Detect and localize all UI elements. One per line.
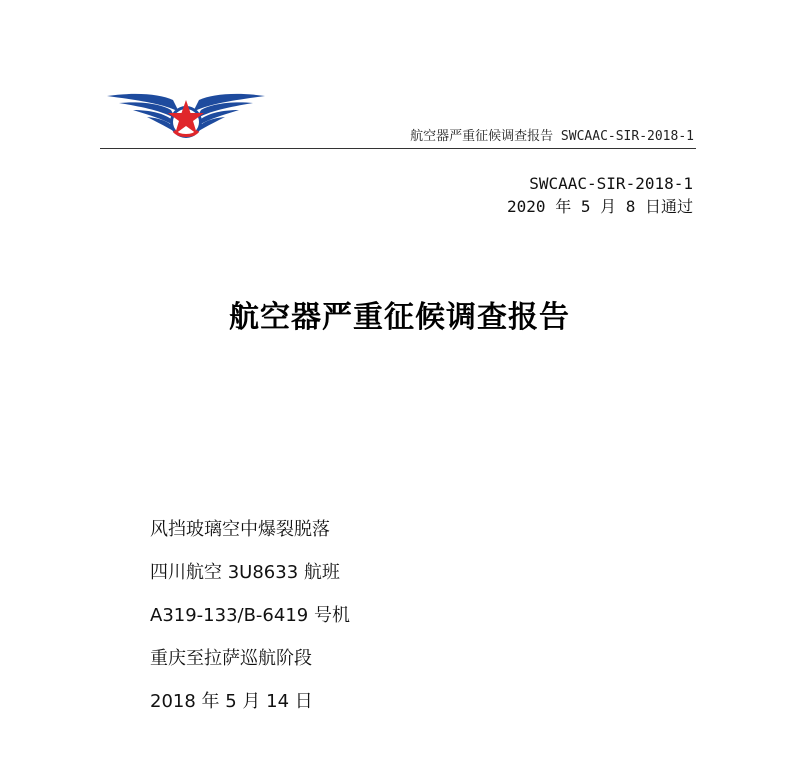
report-number: SWCAAC-SIR-2018-1	[529, 174, 693, 193]
flight-phase: 重庆至拉萨巡航阶段	[150, 648, 312, 669]
incident-date: 2018 年 5 月 14 日	[150, 691, 313, 712]
incident-description: 风挡玻璃空中爆裂脱落	[150, 519, 330, 540]
aircraft-info: A319-133/B-6419 号机	[150, 605, 350, 626]
header-divider	[100, 148, 696, 149]
caac-wings-star-icon	[105, 90, 267, 142]
running-header: 航空器严重征候调查报告 SWCAAC-SIR-2018-1	[410, 129, 694, 144]
incident-details	[150, 508, 350, 723]
approval-date: 2020 年 5 月 8 日通过	[507, 197, 693, 216]
report-title: 航空器严重征候调查报告	[229, 300, 570, 335]
document-reference	[507, 172, 693, 218]
flight-info: 四川航空 3U8633 航班	[150, 562, 340, 583]
